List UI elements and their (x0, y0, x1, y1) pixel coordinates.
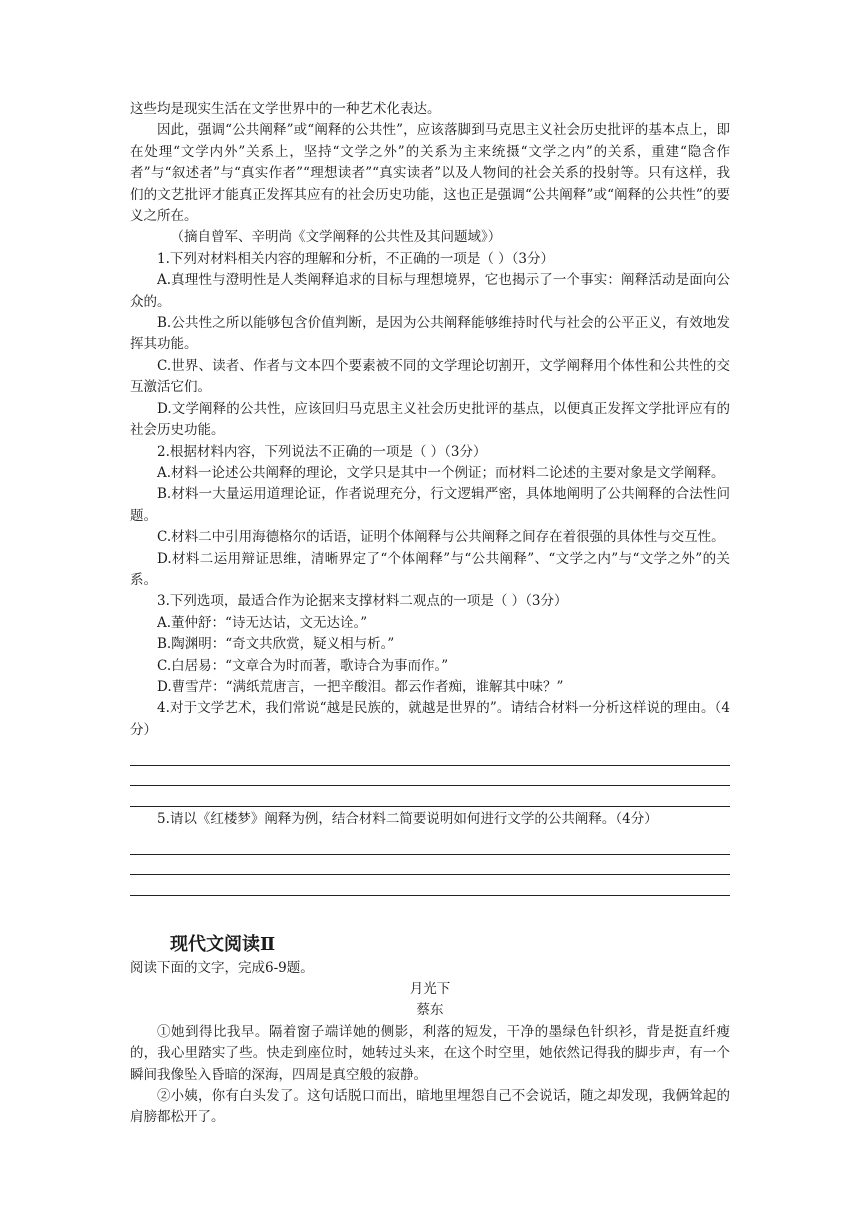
answer-line[interactable] (130, 834, 730, 855)
option-d: D.曹雪芹：“满纸荒唐言，一把辛酸泪。都云作者痴，谁解其中味？” (157, 678, 564, 695)
answer-area-q5[interactable] (130, 834, 730, 896)
story-paragraph: ②小姨，你有白头发了。这句话脱口而出，暗地里埋怨自己不会说话，随之却发现，我俩耸起的肩膀都松开了。 (130, 1088, 730, 1126)
option-b: B.材料一大量运用道理论证，作者说理充分，行文逻辑严密，具体地阐明了公共阐释的合法性问题。 (130, 486, 730, 524)
material-paragraph: 这些均是现实生活在文学世界中的一种艺术化表达。 (130, 101, 441, 117)
page-content (130, 99, 730, 1129)
question-5 (130, 809, 730, 896)
question-3 (130, 591, 730, 698)
option-b: B.陶渊明：“奇文共欣赏，疑义相与析。” (157, 636, 395, 653)
option-a: A.真理性与澄明性是人类阐释追求的目标与理想境界，它也揭示了一个事实：阐释活动是面向公众的。 (130, 272, 730, 310)
option-c: C.白居易：“文章合为时而著，歌诗合为事而作。” (157, 657, 449, 674)
section-title: 现代文阅读Ⅱ (170, 933, 276, 955)
option-c: C.世界、读者、作者与文本四个要素被不同的文学理论切割开，文学阐释用个体性和公共性的交互激活它们。 (130, 357, 730, 396)
story-title: 月光下 (409, 981, 451, 997)
answer-line[interactable] (130, 786, 730, 807)
option-d: D.文学阐释的公共性，应该回归马克思主义社会历史批评的基点，以便真正发挥文学批评应有的社会历史功能。 (130, 400, 730, 439)
section-instruction: 阅读下面的文字，完成6-9题。 (130, 959, 314, 976)
option-a: A.董仲舒：“诗无达诂，文无达诠。” (157, 614, 368, 631)
question-stem: 1.下列对材料相关内容的理解和分析，不正确的一项是（ ）（3分） (157, 250, 555, 267)
option-b: B.公共性之所以能够包含价值判断，是因为公共阐释能够维持时代与社会的公平正义，有效地发挥其功能。 (130, 315, 730, 353)
material-paragraph: 因此，强调“公共阐释”或“阐释的公共性”，应该落脚到马克思主义社会历史批评的基本点上，即在处理“文学内外”关系上，坚持“文学之外”的关系为主来统摄“文学之内”的关系，重建“隐含作者”与“叙述者”与“真实作者”“理想读者”“真实读者”以及人物间的社会关系的投射等。只有这样，我们的文艺批评才能真正发挥其应有的社会历史功能，这也正是强调“公共阐释”或“阐释的公共性”的要义之所在。 (130, 122, 730, 225)
option-a: A.材料一论述公共阐释的理论，文学只是其中一个例证；而材料二论述的主要对象是文学阐释。 (157, 464, 725, 481)
question-stem: 3.下列选项，最适合作为论据来支撑材料二观点的一项是（ ）（3分） (157, 593, 568, 610)
answer-line[interactable] (130, 875, 730, 896)
question-stem: 2.根据材料内容，下列说法不正确的一项是（ ）（3分） (157, 443, 487, 460)
answer-line[interactable] (130, 745, 730, 766)
question-stem: 4.对于文学艺术，我们常说“越是民族的，就越是世界的”。请结合材料一分析这样说的理由。（4分） (130, 700, 730, 738)
material-source: （摘自曾军、辛明尚《文学阐释的公共性及其问题域》） (170, 229, 502, 246)
answer-line[interactable] (130, 766, 730, 787)
story-paragraph: ①她到得比我早。隔着窗子端详她的侧影，利落的短发，干净的墨绿色针织衫，背是挺直纤瘦的，我心里踏实了些。快走到座位时，她转过头来，在这个时空里，她依然记得我的脚步声，有一个瞬间我像坠入昏暗的深海，四周是真空般的寂静。 (130, 1023, 730, 1083)
answer-line[interactable] (130, 855, 730, 876)
option-c: C.材料二中引用海德格尔的话语，证明个体阐释与公共阐释之间存在着很强的具体性与交互性。 (157, 529, 725, 546)
option-d: D.材料二运用辩证思维，清晰界定了“个体阐释”与“公共阐释”、“文学之内”与“文学之外”的关系。 (130, 550, 730, 588)
question-2 (130, 442, 730, 592)
question-4 (130, 698, 730, 806)
answer-area-q4[interactable] (130, 745, 730, 807)
story-author: 蔡东 (416, 1002, 444, 1019)
question-1 (130, 249, 730, 442)
question-stem: 5.请以《红楼梦》阐释为例，结合材料二简要说明如何进行文学的公共阐释。（4分） (157, 810, 658, 827)
